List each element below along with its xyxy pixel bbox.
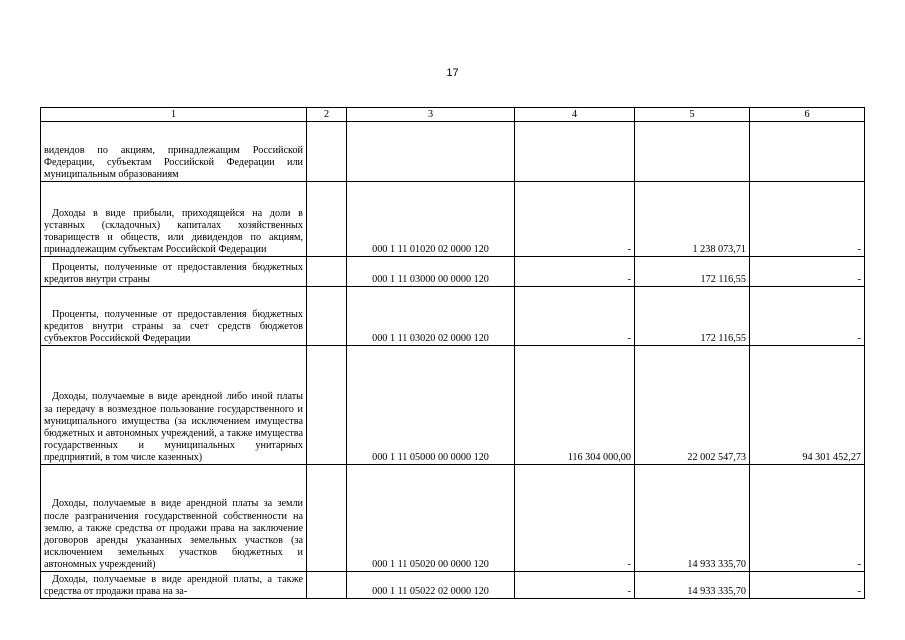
row-col5: 14 933 335,70 [635, 465, 750, 572]
table-header-row [41, 108, 865, 122]
row-col4: - [515, 257, 635, 287]
row-col5: 22 002 547,73 [635, 346, 750, 465]
column-header-4: 4 [515, 108, 635, 122]
row-col5 [635, 122, 750, 182]
row-code: 000 1 11 05000 00 0000 120 [347, 346, 515, 465]
row-col5: 172 116,55 [635, 257, 750, 287]
row-code: 000 1 11 03000 00 0000 120 [347, 257, 515, 287]
row-code: 000 1 11 01020 02 0000 120 [347, 182, 515, 257]
row-col6: - [750, 182, 865, 257]
row-description: Доходы, получаемые в виде арендной платы за земли после разграничения государственной собственности на землю, а также средства от продажи права на заключение договоров аренды указанных земельных участков (за исключением земельных участков бюджетных и автономных учреждений) [41, 465, 307, 572]
row-description: Проценты, полученные от предоставления бюджетных кредитов внутри страны за счет средств бюджетов субъектов Российской Федерации [41, 287, 307, 346]
row-col5: 172 116,55 [635, 287, 750, 346]
row-col6: - [750, 572, 865, 599]
row-col2 [307, 122, 347, 182]
row-col2 [307, 465, 347, 572]
column-header-1: 1 [41, 108, 307, 122]
row-col4: 116 304 000,00 [515, 346, 635, 465]
row-col4: - [515, 182, 635, 257]
row-code: 000 1 11 05020 00 0000 120 [347, 465, 515, 572]
row-col6: - [750, 257, 865, 287]
row-col6: - [750, 287, 865, 346]
row-col5: 1 238 073,71 [635, 182, 750, 257]
table-row [41, 182, 865, 257]
column-header-5: 5 [635, 108, 750, 122]
row-col6 [750, 122, 865, 182]
row-col6: 94 301 452,27 [750, 346, 865, 465]
row-code: 000 1 11 05022 02 0000 120 [347, 572, 515, 599]
row-description: Проценты, полученные от предоставления бюджетных кредитов внутри страны [41, 257, 307, 287]
row-col2 [307, 182, 347, 257]
budget-table [40, 107, 865, 599]
table-row [41, 465, 865, 572]
row-col4: - [515, 572, 635, 599]
row-col5: 14 933 335,70 [635, 572, 750, 599]
row-code: 000 1 11 03020 02 0000 120 [347, 287, 515, 346]
row-code [347, 122, 515, 182]
row-col2 [307, 257, 347, 287]
table-row [41, 346, 865, 465]
row-col6: - [750, 465, 865, 572]
row-col4: - [515, 465, 635, 572]
column-header-3: 3 [347, 108, 515, 122]
table-row [41, 572, 865, 599]
row-col2 [307, 287, 347, 346]
table-row [41, 122, 865, 182]
column-header-6: 6 [750, 108, 865, 122]
table-row [41, 287, 865, 346]
row-description: Доходы, получаемые в виде арендной либо иной платы за передачу в возмездное пользование государственного и муниципального имущества (за исключением имущества бюджетных и автономных учреждений, а также имущества государственных и муниципальных унитарных предприятий, в том числе казенных) [41, 346, 307, 465]
row-col4: - [515, 287, 635, 346]
row-col2 [307, 346, 347, 465]
column-header-2: 2 [307, 108, 347, 122]
row-col4 [515, 122, 635, 182]
row-description: Доходы, получаемые в виде арендной платы, а также средства от продажи права на за- [41, 572, 307, 599]
table-row [41, 257, 865, 287]
page-number: 17 [446, 67, 459, 79]
row-description: Доходы в виде прибыли, приходящейся на доли в уставных (складочных) капиталах хозяйственных товариществ и обществ, или дивидендов по акциям, принадлежащим субъектам Российской Федерации [41, 182, 307, 257]
row-description: видендов по акциям, принадлежащим Российской Федерации, субъектам Российской Федерации или муниципальным образованиям [41, 122, 307, 182]
row-col2 [307, 572, 347, 599]
